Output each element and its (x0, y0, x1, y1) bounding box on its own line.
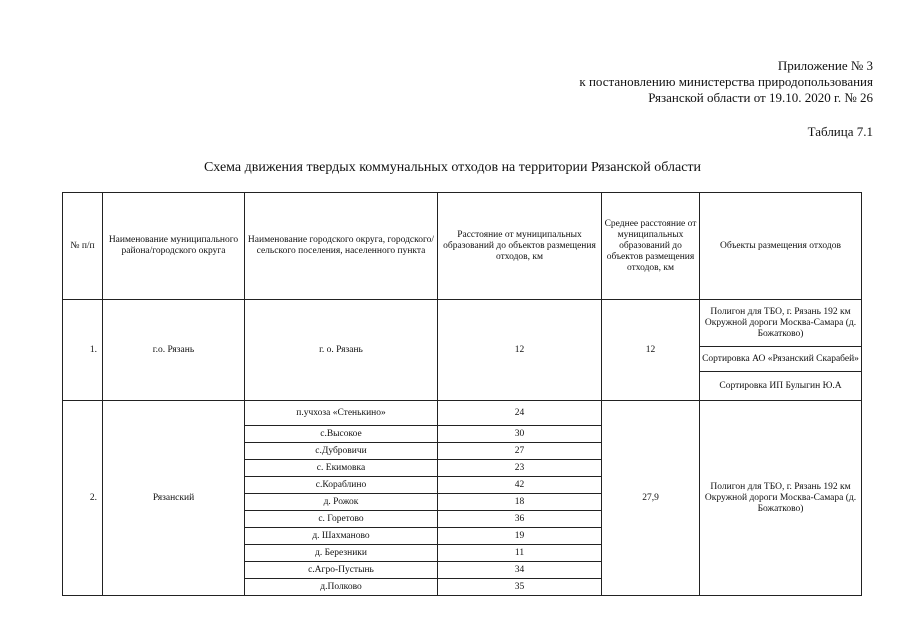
distance-cell: 19 (438, 528, 602, 545)
document-title: Схема движения твердых коммунальных отходов на территории Рязанской области (203, 160, 702, 175)
distance-cell: 34 (438, 562, 602, 579)
resolution-date: Рязанской области от 19.10. 2020 г. № 26 (648, 90, 873, 105)
settlement-cell: с.Агро-Пустынь (245, 562, 438, 579)
col-header-avg-distance: Среднее расстояние от муниципальных образований до объектов размещения отходов, км (602, 193, 700, 300)
distance-cell: 11 (438, 545, 602, 562)
settlement-cell: с. Горетово (245, 511, 438, 528)
distance-cell: 12 (438, 300, 602, 401)
settlement-cell: с. Екимовка (245, 460, 438, 477)
col-header-settlement: Наименование городского округа, городского/сельского поселения, населенного пункта (245, 193, 438, 300)
distance-cell: 42 (438, 477, 602, 494)
settlement-cell: д. Рожок (245, 494, 438, 511)
distance-cell: 18 (438, 494, 602, 511)
object-cell: Сортировка АО «Рязанский Скарабей» (700, 347, 862, 372)
settlement-cell: д. Шахманово (245, 528, 438, 545)
settlement-cell: г. о. Рязань (245, 300, 438, 401)
district-cell: г.о. Рязань (103, 300, 245, 401)
avg-distance-cell: 27,9 (602, 401, 700, 596)
object-cell: Сортировка ИП Булыгин Ю.А (700, 372, 862, 401)
distance-cell: 36 (438, 511, 602, 528)
settlement-cell: с.Кораблино (245, 477, 438, 494)
distance-cell: 35 (438, 579, 602, 596)
distance-cell: 30 (438, 426, 602, 443)
table-header-row (63, 193, 862, 300)
col-header-district: Наименование муниципального района/городского округа (103, 193, 245, 300)
settlement-cell: с.Дубровичи (245, 443, 438, 460)
table-row (63, 300, 862, 347)
appendix-label: Приложение № 3 (777, 58, 873, 73)
col-header-distance: Расстояние от муниципальных образований до объектов размещения отходов, км (438, 193, 602, 300)
district-cell: Рязанский (103, 401, 245, 596)
resolution-reference: к постановлению министерства природопользования (579, 74, 873, 89)
distance-cell: 24 (438, 401, 602, 426)
settlement-cell: д.Полково (245, 579, 438, 596)
col-header-objects: Объекты размещения отходов (700, 193, 862, 300)
settlement-cell: с.Высокое (245, 426, 438, 443)
avg-distance-cell: 12 (602, 300, 700, 401)
settlement-cell: д. Березники (245, 545, 438, 562)
table-number: Таблица 7.1 (807, 124, 873, 139)
row-number: 1. (63, 300, 103, 401)
row-number: 2. (63, 401, 103, 596)
distance-cell: 23 (438, 460, 602, 477)
distance-cell: 27 (438, 443, 602, 460)
waste-flow-table (62, 192, 862, 596)
object-cell: Полигон для ТБО, г. Рязань 192 км Окружной дороги Москва-Самара (д. Божатково) (700, 300, 862, 347)
settlement-cell: п.учхоза «Стенькино» (245, 401, 438, 426)
table-row (63, 401, 862, 426)
col-header-num: № п/п (63, 193, 103, 300)
object-cell: Полигон для ТБО, г. Рязань 192 км Окружной дороги Москва-Самара (д. Божатково) (700, 401, 862, 596)
